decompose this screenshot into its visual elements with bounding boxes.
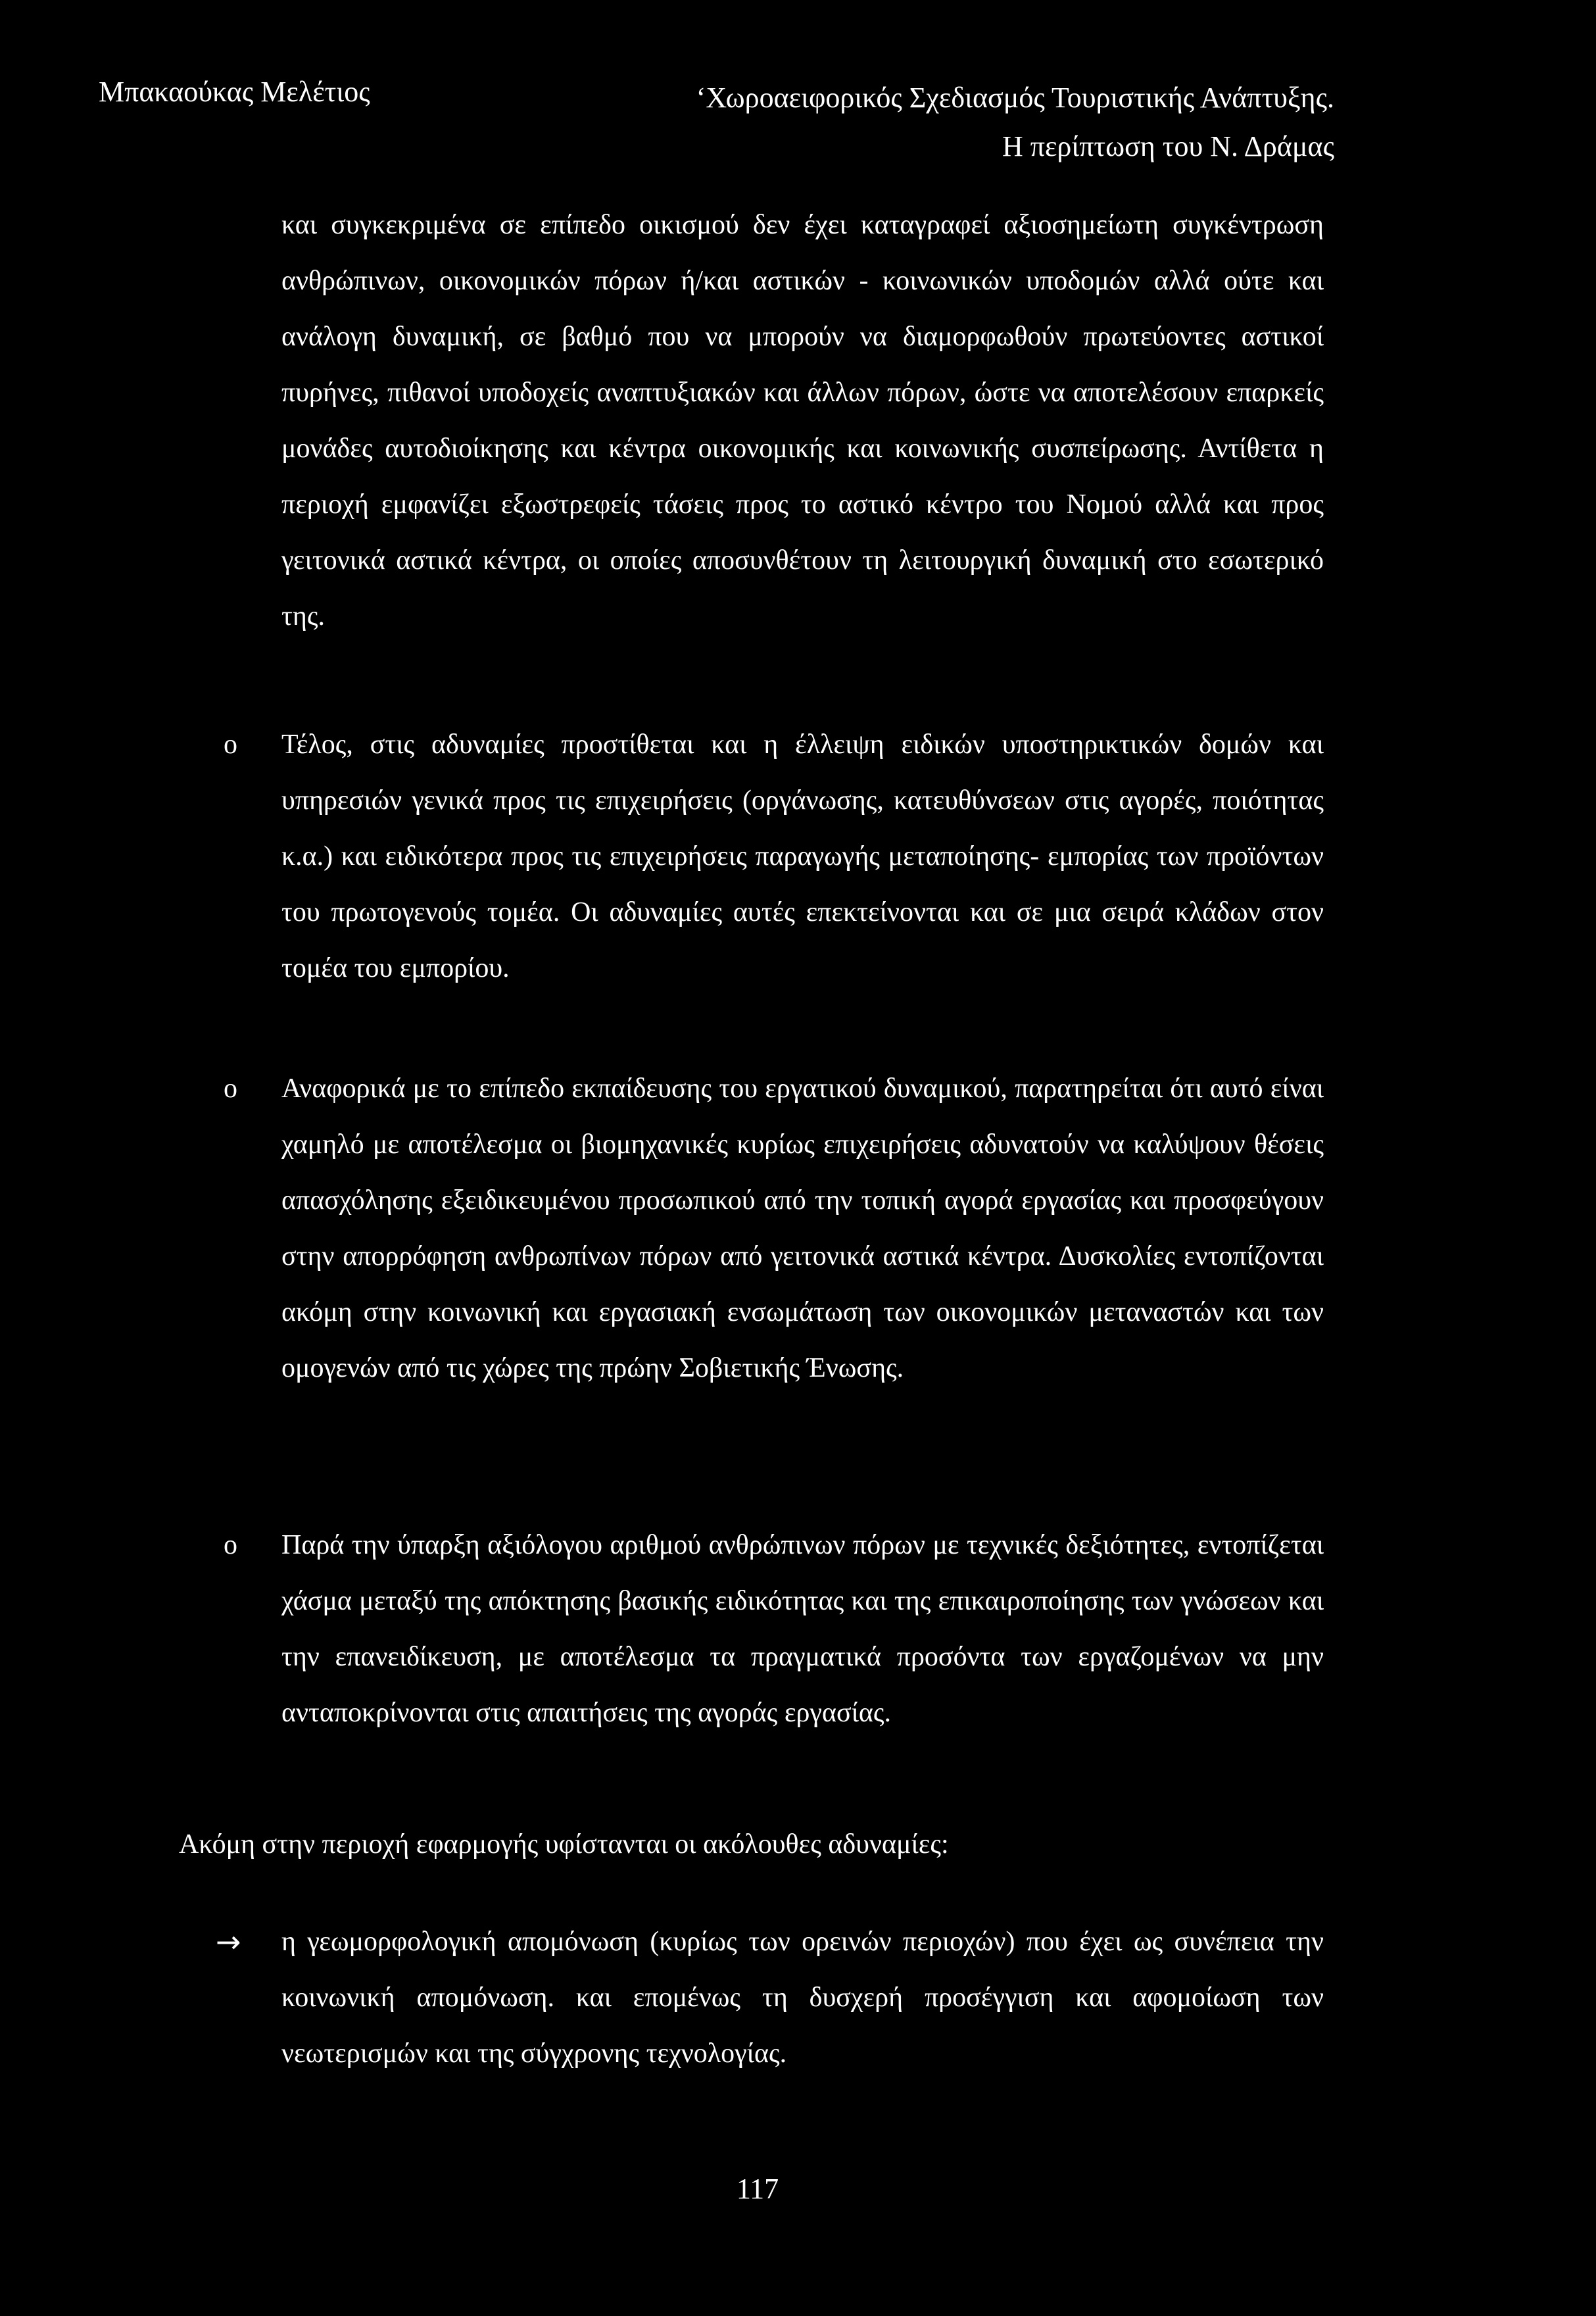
header-author: Μπακαούκας Μελέτιος [99,76,370,108]
header-title-line-1: ‘Χωροαειφορικός Σχεδιασμός Τουριστικής Ανάπτυξης. [696,82,1334,114]
page-number: 117 [736,2173,779,2205]
bullet-item-support-structures [281,717,1324,997]
header-title-line-2: Η περίπτωση του Ν. Δράμας [1002,130,1334,162]
bullet-marker: o [224,1073,237,1104]
bullet-text: Παρά την ύπαρξη αξιόλογου αριθμού ανθρώπινων πόρων με τεχνικές δεξιότητες, εντοπίζεται χάσμα μεταξύ της απόκτησης βασικής ειδικότητας και της επικαιροποίησης των γνώσεων και την επανειδίκευση, με αποτέλεσμα τα πραγματικά προσόντα των εργαζομένων να μην ανταποκρίνονται στις απαιτήσεις της αγοράς εργασίας. [281,1530,1324,1728]
bullet-text: Τέλος, στις αδυναμίες προστίθεται και η έλλειψη ειδικών υποστηρικτικών δομών και υπηρεσιών γενικά προς τις επιχειρήσεις (οργάνωσης, κατευθύνσεων στις αγορές, ποιότητας κ.α.) και ειδικότερα προς τις επιχειρήσεις παραγωγής μεταποίησης- εμπορίας των προϊόντων του πρωτογενούς τομέα. Οι αδυναμίες αυτές επεκτείνονται και σε μια σειρά κλάδων στον τομέα του εμπορίου. [281,729,1324,983]
bullet-text: Αναφορικά με το επίπεδο εκπαίδευσης του εργατικού δυναμικού, παρατηρείται ότι αυτό είναι χαμηλό με αποτέλεσμα οι βιομηχανικές κυρίως επιχειρήσεις αδυνατούν να καλύψουν θέσεις απασχόλησης εξειδικευμένου προσωπικού από την τοπική αγορά εργασίας και προσφεύγουν στην απορρόφηση ανθρωπίνων πόρων από γειτονικά αστικά κέντρα. Δυσκολίες εντοπίζονται ακόμη στην κοινωνική και εργασιακή ενσωμάτωση των οικονομικών μεταναστών και των ομογενών από τις χώρες της πρώην Σοβιετικής Ένωσης. [281,1073,1324,1383]
paragraph-text: και συγκεκριμένα σε επίπεδο οικισμού δεν έχει καταγραφεί αξιοσημείωτη συγκέντρωση ανθρώπινων, οικονομικών πόρων ή/και αστικών - κοινωνικών υποδομών αλλά ούτε και ανάλογη δυναμική, σε βαθμό που να μπορούν να διαμορφωθούν πρωτεύοντες αστικοί πυρήνες, πιθανοί υποδοχείς αναπτυξιακών και άλλων πόρων, ώστε να αποτελέσουν επαρκείς μονάδες αυτοδιοίκησης και κέντρα οικονομικής και κοινωνικής συσπείρωσης. Αντίθετα η περιοχή εμφανίζει εξωστρεφείς τάσεις προς το αστικό κέντρο του Νομού αλλά και προς γειτονικά αστικά κέντρα, οι οποίες αποσυνθέτουν τη λειτουργική δυναμική στο εσωτερικό της. [281,210,1324,631]
header-title [696,74,1334,171]
paragraph-settlement [281,197,1324,645]
bullet-item-skills-gap [281,1517,1324,1741]
bullet-marker: o [224,729,237,760]
bullet-item-education [281,1061,1324,1396]
weaknesses-intro-text: Ακόμη στην περιοχή εφαρμογής υφίστανται οι ακόλουθες αδυναμίες: [179,1829,949,1860]
bullet-marker: o [224,1530,237,1560]
arrow-right-icon: → [216,1924,241,1959]
arrow-item-text: η γεωμορφολογική απομόνωση (κυρίως των ορεινών περιοχών) που έχει ως συνέπεια την κοινωνική απομόνωση. και επομένως τη δυσχερή προσέγγιση και αφομοίωση των νεωτερισμών και της σύγχρονης τεχνολογίας. [281,1927,1324,2069]
weaknesses-intro [179,1817,1324,1873]
arrow-item-isolation [281,1914,1324,2082]
